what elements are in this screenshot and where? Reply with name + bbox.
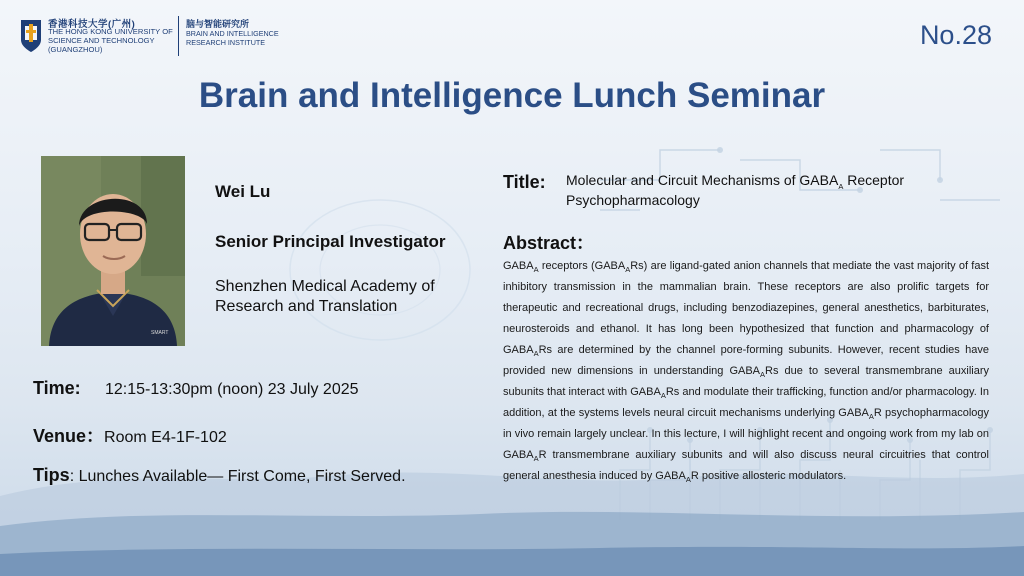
- speaker-affiliation: Shenzhen Medical Academy of Research and Translation: [215, 278, 435, 315]
- abstract-subscript: A: [660, 391, 666, 401]
- speaker-position: Senior Principal Investigator: [215, 232, 446, 251]
- institute-name-en: BRAIN AND INTELLIGENCE RESEARCH INSTITUTE: [186, 29, 279, 47]
- seminar-title: Brain and Intelligence Lunch Seminar: [198, 76, 826, 115]
- tips-row: [33, 465, 406, 486]
- abstract-segment: R transmembrane auxiliary subunits and will also discuss neural circuitries that control general anesthesia induced by GABA: [503, 449, 989, 482]
- university-crest-icon: [18, 16, 44, 54]
- abstract-subscript: A: [533, 454, 539, 464]
- abstract-segment: Rs are determined by the channel pore-forming subunits. However, recent studies have provided new dimensions in understanding GABA: [503, 344, 989, 377]
- abstract-subscript: A: [533, 349, 539, 359]
- abstract-subscript: A: [533, 265, 539, 275]
- abstract-text: [503, 256, 989, 487]
- talk-title-part: Receptor Psychopharmacology: [566, 172, 905, 208]
- venue-label: Venue：: [33, 426, 105, 446]
- speaker-photo: [41, 156, 185, 346]
- abstract-subscript: A: [868, 412, 874, 422]
- talk-title: [566, 170, 986, 210]
- abstract-segment: Rs and modulate their trafficking, function and/or pharmacology. In addition, at the systems levels neural circuit mechanisms underlying GABA: [503, 386, 989, 419]
- university-logo: [18, 14, 318, 60]
- abstract-segment: Rs) are ligand-gated anion channels that mediate the vast majority of fast inhibitory transmission in the mammalian brain. These receptors are also prolific targets for therapeutic and recreational drugs, including benzodiazepines, general anesthetics, barbiturates, neurosteroids and ethanol. It has long been hypothesized that function and pharmacology of GABA: [503, 260, 989, 356]
- venue-value: Room E4-1F-102: [104, 429, 227, 446]
- time-value: 12:15-13:30pm (noon) 23 July 2025: [105, 381, 359, 398]
- abstract-segment: R psychopharmacology in vivo remain largely unclear. In this lecture, I will highlight recent and ongoing work from my lab on GABA: [503, 407, 990, 461]
- logo-divider: [178, 16, 179, 56]
- abstract-subscript: A: [625, 265, 631, 275]
- abstract-segment: Rs due to several transmembrane auxiliary subunits that interact with GABA: [503, 365, 989, 398]
- abstract-subscript: A: [685, 475, 691, 485]
- abstract-label: Abstract：: [503, 233, 595, 253]
- abstract-segment: GABA: [503, 260, 534, 272]
- university-name-en: THE HONG KONG UNIVERSITY OF SCIENCE AND TECHNOLOGY (GUANGZHOU): [48, 27, 173, 54]
- tips-value: : Lunches Available— First Come, First Served.: [69, 468, 406, 485]
- talk-title-part: Molecular and Circuit Mechanisms of GABA: [566, 172, 839, 188]
- abstract-subscript: A: [760, 370, 766, 380]
- talk-title-subscript: A: [838, 181, 844, 191]
- time-row: [33, 378, 359, 399]
- speaker-photo-graphic: [41, 156, 185, 346]
- shirt-logo-text: SMART: [151, 330, 169, 336]
- seminar-number: No.28: [919, 20, 992, 50]
- abstract-segment: receptors (GABA: [538, 260, 626, 272]
- institute-name-cn: 脑与智能研究所: [186, 19, 250, 29]
- abstract-segment: R positive allosteric modulators.: [690, 470, 847, 482]
- tips-label: Tips: [33, 465, 70, 485]
- talk-title-label: Title:: [503, 172, 546, 192]
- time-label: Time:: [33, 378, 81, 398]
- venue-row: [33, 422, 227, 448]
- speaker-name: Wei Lu: [215, 182, 271, 201]
- university-name-cn: 香港科技大学(广州): [48, 19, 136, 30]
